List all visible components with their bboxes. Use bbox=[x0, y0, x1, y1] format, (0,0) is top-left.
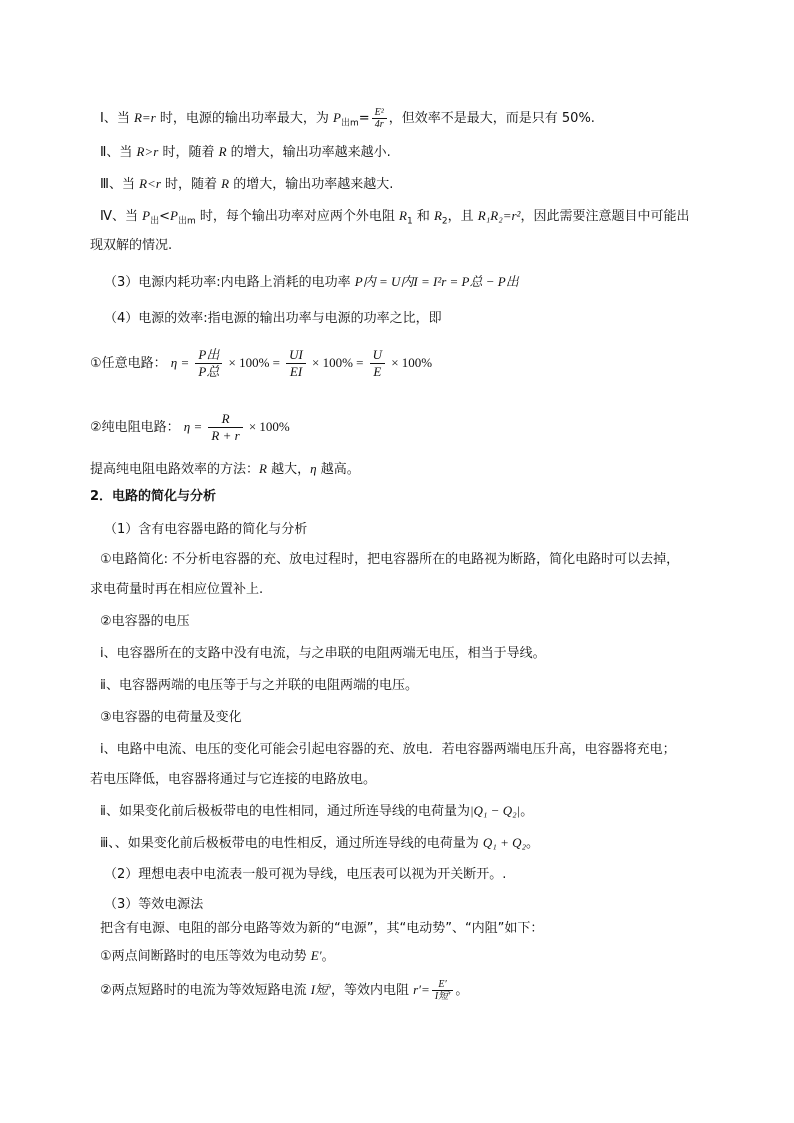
paragraph-efficiency bbox=[104, 310, 442, 328]
text: ⅱ、如果变化前后极板带电的电性相同，通过所连导线的电荷量为 bbox=[100, 804, 470, 819]
math-text: P bbox=[333, 110, 341, 125]
section-heading bbox=[90, 488, 216, 506]
math-text: × 100% bbox=[391, 355, 433, 370]
text: ⅱ、电容器两端的电压等于与之并联的电阻两端的电压。 bbox=[100, 678, 418, 693]
subscript: 出m bbox=[340, 118, 359, 129]
math-text: × 100% bbox=[248, 419, 290, 434]
text: ，但效率不是最大，而是只有 50%. bbox=[388, 111, 595, 126]
math-text: Q₁ + Q₂ bbox=[482, 835, 527, 850]
text: ⅲ、、如果变化前后极板带电的电性相反，通过所连导线的电荷量为 bbox=[100, 836, 483, 851]
text: （2）理想电表中电流表一般可视为导线，电压表可以视为开关断开。. bbox=[104, 867, 507, 882]
math-text: × 100% = bbox=[312, 355, 364, 370]
math-text: R bbox=[221, 176, 230, 191]
text: Ⅰ、当 bbox=[100, 111, 134, 126]
paragraph-s6 bbox=[100, 677, 418, 695]
numerator: U bbox=[370, 347, 385, 364]
paragraph-s8 bbox=[100, 741, 676, 759]
text: ②纯电阻电路： bbox=[90, 420, 180, 435]
paragraph-s9 bbox=[90, 771, 376, 789]
math-text: R₁R₂=r² bbox=[477, 208, 521, 223]
fraction-e2-4r bbox=[372, 107, 387, 130]
paragraph-internal-power bbox=[104, 273, 519, 292]
paragraph-s15 bbox=[100, 947, 335, 966]
denominator: I短′ bbox=[434, 991, 451, 1002]
paragraph-case-4 bbox=[100, 207, 689, 231]
text: ②两点短路时的电流为等效短路电流 bbox=[100, 983, 311, 998]
text: 越大， bbox=[266, 462, 311, 477]
paragraph-s5 bbox=[100, 645, 546, 663]
paragraph-s7 bbox=[100, 709, 242, 727]
denominator: P总 bbox=[198, 364, 220, 379]
text: ⅰ、电容器所在的支路中没有电流，与之串联的电阻两端无电压，相当于导线。 bbox=[100, 646, 546, 661]
paragraph-case-3 bbox=[100, 175, 393, 194]
text: 若电压降低，电容器将通过与它连接的电路放电。 bbox=[90, 772, 377, 787]
numerator: E′ bbox=[432, 979, 454, 991]
text: 的增大，输出功率越来越大. bbox=[229, 177, 394, 192]
text: Ⅲ、当 bbox=[100, 177, 140, 192]
denominator: R + r bbox=[211, 428, 240, 443]
numerator: P出 bbox=[195, 347, 222, 364]
text: 提高纯电阻电路效率的方法： bbox=[90, 462, 260, 477]
text: ，因此需要注意题目中可能出 bbox=[520, 209, 690, 224]
paragraph-s11 bbox=[100, 834, 539, 853]
math-text: × 100% = bbox=[228, 355, 281, 370]
text: 时，随着 bbox=[158, 145, 219, 160]
paragraph-improve-efficiency bbox=[90, 460, 360, 479]
text: 时，电源的输出功率最大，为 bbox=[155, 111, 334, 126]
math-text: η bbox=[310, 461, 317, 476]
numerator: UI bbox=[286, 347, 306, 364]
paragraph-s16 bbox=[100, 975, 468, 1006]
text: ①任意电路： bbox=[90, 356, 167, 371]
text: 。 bbox=[526, 836, 540, 851]
text: 时，每个输出功率对应两个外电阻 bbox=[195, 209, 400, 224]
text: = bbox=[358, 111, 370, 126]
subscript: 出m bbox=[177, 216, 196, 227]
text: （3）等效电源法 bbox=[104, 897, 204, 912]
text: 。 bbox=[321, 949, 335, 964]
subscript: 1 bbox=[406, 216, 413, 227]
text: ③电容器的电荷量及变化 bbox=[100, 710, 242, 725]
fraction-r-over-rr bbox=[208, 411, 242, 444]
math-text: P bbox=[170, 208, 178, 223]
formula-any-circuit bbox=[90, 346, 432, 381]
subscript: 出 bbox=[150, 216, 160, 227]
text: Ⅳ、当 bbox=[100, 209, 143, 224]
formula-pure-resistor bbox=[90, 410, 290, 445]
paragraph-case-1 bbox=[100, 107, 595, 133]
paragraph-s4 bbox=[100, 613, 190, 631]
fraction-u-e bbox=[370, 347, 385, 380]
paragraph-s13 bbox=[104, 896, 203, 914]
heading-text: 2．电路的简化与分析 bbox=[90, 489, 217, 504]
denominator: E bbox=[373, 364, 382, 379]
text: Ⅱ、当 bbox=[100, 145, 137, 160]
text: 时，随着 bbox=[160, 177, 222, 192]
numerator: R bbox=[208, 411, 242, 428]
fraction-e-over-ishort bbox=[432, 979, 454, 1002]
text: 的增大，输出功率越来越小. bbox=[226, 145, 391, 160]
text: < bbox=[159, 209, 171, 224]
paragraph-s12 bbox=[104, 866, 506, 884]
paragraph-case-4-cont bbox=[90, 237, 172, 255]
numerator: E² bbox=[372, 107, 387, 119]
text: ②电容器的电压 bbox=[100, 614, 190, 629]
text: 越高。 bbox=[316, 462, 360, 477]
text: 求电荷量时再在相应位置补上. bbox=[90, 582, 264, 597]
text: 现双解的情况. bbox=[90, 238, 173, 253]
subscript: 2 bbox=[441, 216, 448, 227]
denominator: 4r bbox=[374, 119, 384, 130]
paragraph-s10 bbox=[100, 802, 533, 821]
denominator: EI bbox=[289, 364, 303, 379]
text: ①电路简化: 不分析电容器的充、放电过程时，把电容器所在的电路视为断路，简化电路时可以去掉， bbox=[100, 552, 680, 567]
text: 。 bbox=[455, 983, 469, 998]
fraction-pout-ptotal bbox=[195, 347, 222, 380]
math-text: P bbox=[142, 208, 151, 223]
math-text: I短′ bbox=[310, 982, 331, 997]
math-text: E′ bbox=[310, 948, 322, 963]
paragraph-s1 bbox=[104, 521, 307, 539]
text: 。 bbox=[520, 804, 534, 819]
math-text: η = bbox=[183, 419, 203, 434]
math-text: R bbox=[399, 208, 407, 223]
math-text: R bbox=[259, 461, 267, 476]
math-text: R bbox=[433, 208, 442, 223]
math-text: η = bbox=[170, 355, 190, 370]
text: ⅰ、电路中电流、电压的变化可能会引起电容器的充、放电．若电容器两端电压升高，电容器将充电； bbox=[100, 742, 676, 757]
text: （3）电源内耗功率:内电路上消耗的电功率 bbox=[104, 275, 355, 290]
math-text: |Q₁ − Q₂| bbox=[469, 803, 521, 818]
math-text: r′= bbox=[413, 982, 430, 997]
math-text: R bbox=[218, 144, 227, 159]
fraction-ui-ei bbox=[286, 347, 306, 380]
paragraph-s2 bbox=[100, 551, 679, 569]
math-text: R=r bbox=[133, 110, 156, 125]
paragraph-case-2 bbox=[100, 143, 391, 162]
text: ，且 bbox=[447, 209, 478, 224]
paragraph-s14 bbox=[100, 920, 543, 938]
formula-internal-power: P内 = U内I = I²r = P总 − P出 bbox=[354, 274, 519, 289]
text: 和 bbox=[412, 209, 434, 224]
text: （1）含有电容器电路的简化与分析 bbox=[104, 522, 308, 537]
text: ①两点间断路时的电压等效为电动势 bbox=[100, 949, 311, 964]
math-text: R>r bbox=[136, 144, 159, 159]
text: 把含有电源、电阻的部分电路等效为新的“电源”，其“电动势”、“内阻”如下： bbox=[100, 921, 544, 936]
paragraph-s3 bbox=[90, 581, 263, 599]
math-text: R<r bbox=[139, 176, 161, 191]
text: （4）电源的效率:指电源的输出功率与电源的功率之比，即 bbox=[104, 311, 442, 326]
text: ，等效内电阻 bbox=[330, 983, 414, 998]
